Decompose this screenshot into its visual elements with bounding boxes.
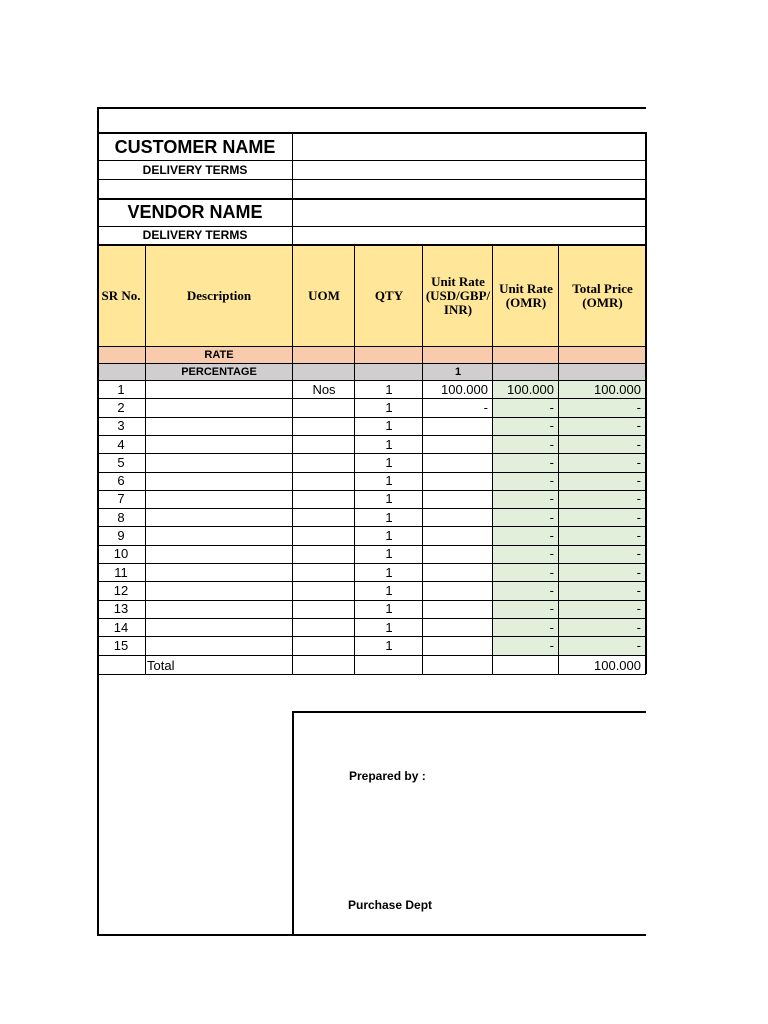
- row-total-price: -: [636, 582, 641, 598]
- row-qty: 1: [385, 473, 393, 489]
- row-sr-no: 8: [117, 509, 125, 525]
- row-total-price: -: [636, 436, 641, 452]
- percentage-row-label: PERCENTAGE: [181, 365, 257, 378]
- row-total-price: -: [636, 546, 641, 562]
- row-unit-rate-currency: [423, 545, 493, 563]
- row-unit-rate-omr: -: [549, 564, 554, 580]
- row-unit-rate-omr: -: [549, 619, 554, 635]
- row-unit-rate-currency: [423, 490, 493, 508]
- vendor-delivery-terms-label: DELIVERY TERMS: [142, 228, 248, 242]
- row-unit-rate-omr: 100.000: [507, 381, 554, 397]
- row-total-price: 100.000: [594, 381, 641, 397]
- row-line: [97, 380, 646, 381]
- customer-delivery-terms-label: DELIVERY TERMS: [142, 162, 248, 177]
- col-line: [292, 244, 293, 674]
- row-sr-no: 2: [117, 399, 125, 415]
- row-line: [97, 435, 646, 436]
- row-uom: [293, 618, 355, 636]
- row-line: [97, 179, 646, 180]
- signature-box-left: [292, 711, 294, 936]
- row-qty: 1: [385, 637, 393, 653]
- row-uom: Nos: [312, 381, 336, 397]
- row-unit-rate-currency: [423, 526, 493, 544]
- row-total-price: -: [636, 619, 641, 635]
- row-qty: 1: [385, 381, 393, 397]
- row-unit-rate-currency: [423, 618, 493, 636]
- row-uom: [293, 563, 355, 581]
- row-qty: 1: [385, 436, 393, 452]
- row-line: [97, 618, 646, 619]
- row-uom: [293, 398, 355, 416]
- row-unit-rate-omr: -: [549, 454, 554, 470]
- left-border: [97, 107, 99, 936]
- header-qty: QTY: [374, 287, 404, 303]
- row-sr-no: 13: [113, 601, 129, 617]
- row-uom: [293, 545, 355, 563]
- header-uom: UOM: [308, 287, 340, 303]
- row-sr-no: 15: [113, 637, 129, 653]
- row-uom: [293, 453, 355, 471]
- row-unit-rate-currency: [423, 563, 493, 581]
- row-unit-rate-omr: -: [549, 491, 554, 507]
- signature-box-top: [292, 711, 646, 713]
- row-total-price: -: [636, 491, 641, 507]
- col-line: [145, 244, 146, 674]
- row-unit-rate-omr: -: [549, 509, 554, 525]
- row-qty: 1: [385, 509, 393, 525]
- bottom-border: [97, 934, 646, 936]
- row-line: [97, 600, 646, 601]
- col-line: [422, 244, 423, 674]
- row-qty: 1: [385, 546, 393, 562]
- rate-row-label: RATE: [204, 348, 234, 361]
- row-sr-no: 11: [114, 564, 128, 580]
- col-line: [292, 132, 293, 244]
- row-line: [97, 545, 646, 546]
- row-unit-rate-currency: [423, 508, 493, 526]
- col-line: [354, 244, 355, 674]
- row-qty: 1: [385, 619, 393, 635]
- row-sr-no: 7: [117, 491, 125, 507]
- row-unit-rate-omr: -: [549, 637, 554, 653]
- row-total-price: -: [636, 509, 641, 525]
- row-unit-rate-currency: -: [483, 399, 488, 415]
- row-line: [97, 636, 646, 637]
- row-line: [97, 226, 646, 227]
- row-sr-no: 6: [117, 473, 125, 489]
- row-uom: [293, 581, 355, 599]
- total-label: Total: [147, 657, 175, 673]
- row-uom: [293, 526, 355, 544]
- row-sr-no: 5: [117, 454, 125, 470]
- row-unit-rate-currency: [423, 417, 493, 435]
- row-line: [97, 674, 646, 675]
- purchase-dept-label: Purchase Dept: [348, 898, 433, 912]
- customer-name-label: CUSTOMER NAME: [114, 136, 276, 157]
- row-total-price: -: [636, 564, 641, 580]
- row-line: [97, 655, 646, 656]
- row-unit-rate-omr: -: [549, 436, 554, 452]
- row-unit-rate-omr: -: [549, 546, 554, 562]
- row-unit-rate-currency: [423, 472, 493, 490]
- row-total-price: -: [636, 399, 641, 415]
- row-line: [97, 563, 646, 564]
- row-qty: 1: [385, 528, 393, 544]
- total-value: 100.000: [594, 657, 641, 673]
- row-uom: [293, 435, 355, 453]
- row-qty: 1: [385, 454, 393, 470]
- row-qty: 1: [385, 418, 393, 434]
- row-qty: 1: [385, 582, 393, 598]
- row-sr-no: 14: [113, 619, 129, 635]
- row-line: [97, 398, 646, 399]
- row-unit-rate-currency: [423, 600, 493, 618]
- row-line: [97, 526, 646, 527]
- header-total-price: Total Price (OMR): [572, 280, 633, 310]
- quotation-sheet: [97, 107, 646, 936]
- row-sr-no: 4: [117, 436, 125, 452]
- right-border: [645, 132, 647, 244]
- row-unit-rate-omr: -: [549, 399, 554, 415]
- header-unit-rate-currency: Unit Rate (USD/GBP/ INR): [425, 273, 491, 317]
- prepared-by-label: Prepared by :: [349, 769, 426, 783]
- row-qty: 1: [385, 601, 393, 617]
- row-qty: 1: [385, 399, 393, 415]
- row-unit-rate-currency: [423, 636, 493, 654]
- row-uom: [293, 417, 355, 435]
- header-unit-rate-omr: Unit Rate (OMR): [499, 280, 553, 310]
- row-line: [97, 417, 646, 418]
- row-total-price: -: [636, 601, 641, 617]
- header-sr-no: SR No.: [101, 287, 141, 303]
- row-line: [97, 581, 646, 582]
- row-line: [97, 198, 646, 200]
- col-line: [492, 244, 493, 674]
- col-line: [645, 244, 647, 674]
- row-total-price: -: [636, 637, 641, 653]
- row-unit-rate-currency: 100.000: [441, 381, 488, 397]
- row-uom: [293, 472, 355, 490]
- row-uom: [293, 490, 355, 508]
- row-unit-rate-omr: -: [549, 473, 554, 489]
- percentage-value: 1: [454, 365, 462, 378]
- row-line: [97, 490, 646, 491]
- row-sr-no: 3: [117, 418, 125, 434]
- row-total-price: -: [636, 454, 641, 470]
- row-total-price: -: [636, 528, 641, 544]
- top-border: [97, 107, 646, 109]
- col-line: [558, 244, 559, 674]
- row-sr-no: 1: [117, 381, 125, 397]
- row-uom: [293, 636, 355, 654]
- row-unit-rate-currency: [423, 435, 493, 453]
- row-uom: [293, 600, 355, 618]
- row-line: [97, 363, 646, 364]
- row-line: [97, 508, 646, 509]
- row-sr-no: 10: [113, 546, 129, 562]
- row-unit-rate-omr: -: [549, 582, 554, 598]
- row-qty: 1: [385, 491, 393, 507]
- row-qty: 1: [385, 564, 393, 580]
- row-line: [97, 346, 646, 347]
- row-total-price: -: [636, 473, 641, 489]
- row-unit-rate-omr: -: [549, 601, 554, 617]
- row-line: [97, 472, 646, 473]
- row-uom: [293, 508, 355, 526]
- row-line: [97, 453, 646, 454]
- row-unit-rate-currency: [423, 453, 493, 471]
- row-line: [97, 160, 646, 161]
- vendor-name-label: VENDOR NAME: [127, 201, 263, 222]
- row-sr-no: 12: [113, 582, 129, 598]
- row-unit-rate-omr: -: [549, 528, 554, 544]
- row-sr-no: 9: [117, 528, 125, 544]
- row-total-price: -: [636, 418, 641, 434]
- row-unit-rate-omr: -: [549, 418, 554, 434]
- row-unit-rate-currency: [423, 581, 493, 599]
- header-description: Description: [186, 287, 252, 303]
